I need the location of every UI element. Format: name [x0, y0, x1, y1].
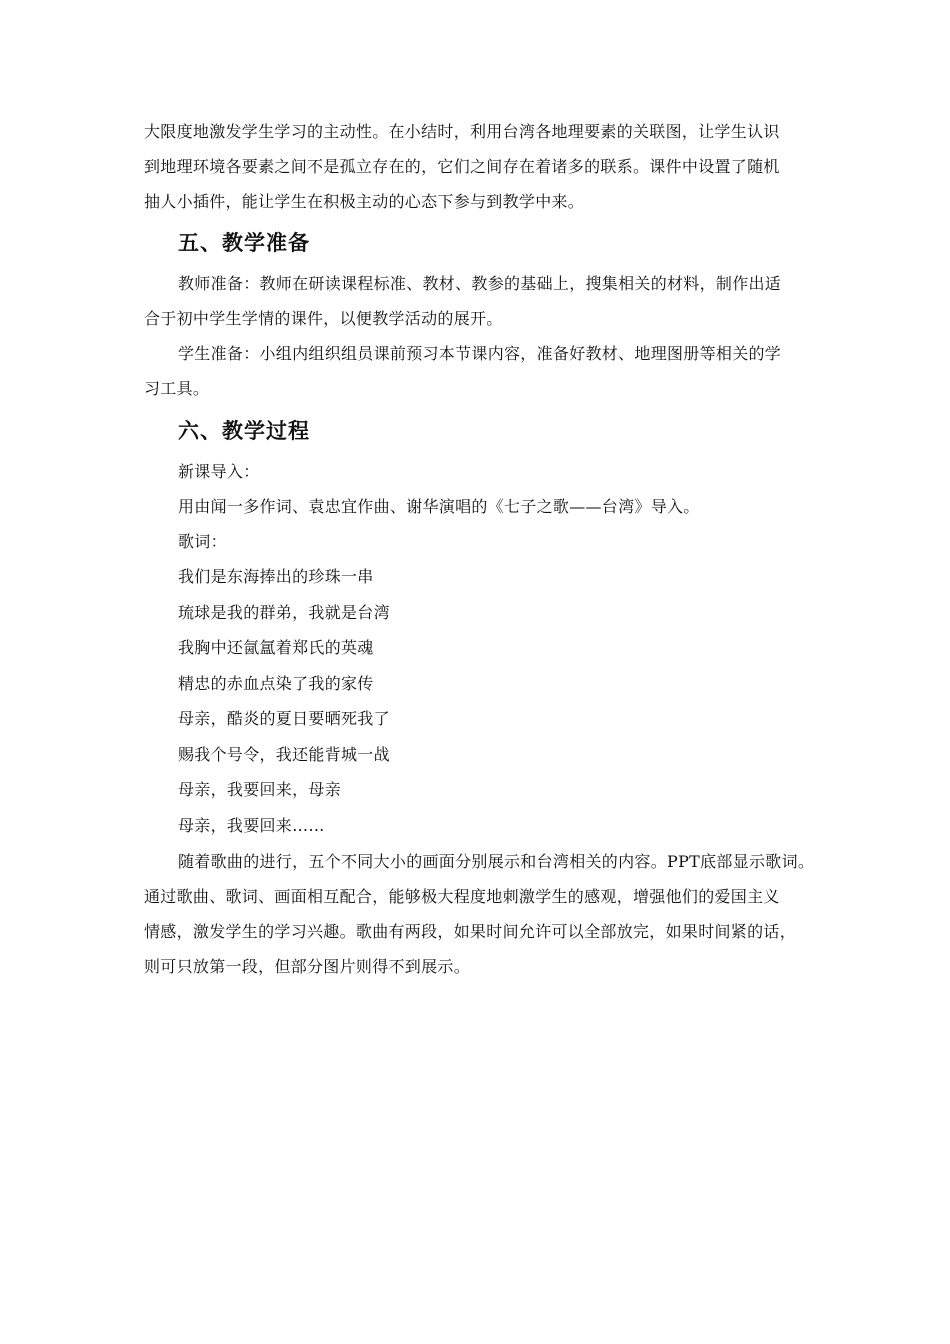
lyric-line-6: 赐我个号令，我还能背城一战 — [178, 745, 390, 764]
intro-label: 新课导入： — [178, 462, 260, 481]
closing-line-4: 则可只放第一段，但部分图片则得不到展示。 — [144, 957, 471, 976]
closing-line-1: 随着歌曲的进行，五个不同大小的画面分别展示和台湾相关的内容。PPT底部显示歌词。 — [178, 852, 815, 871]
lyric-line-5: 母亲，酷炎的夏日要晒死我了 — [178, 709, 390, 728]
teacher-prep-line-1: 教师准备：教师在研读课程标准、教材、教参的基础上，搜集相关的材料，制作出适 — [178, 274, 782, 293]
intro-line-1: 大限度地激发学生学习的主动性。在小结时，利用台湾各地理要素的关联图，让学生认识 — [144, 122, 780, 141]
lyric-line-4: 精忠的赤血点染了我的家传 — [178, 674, 374, 693]
closing-line-2: 通过歌曲、歌词、画面相互配合，能够极大程度地刺激学生的感观，增强他们的爱国主义 — [144, 887, 780, 906]
lyric-line-1: 我们是东海捧出的珍珠一串 — [178, 567, 374, 586]
lyric-line-3: 我胸中还氤氲着郑氏的英魂 — [178, 638, 374, 657]
student-prep-line-2: 习工具。 — [144, 379, 210, 398]
lyric-line-7: 母亲，我要回来，母亲 — [178, 780, 342, 799]
lyric-line-8: 母亲，我要回来…… — [178, 816, 325, 835]
closing-line-3: 情感，激发学生的学习兴趣。歌曲有两段，如果时间允许可以全部放完，如果时间紧的话， — [144, 922, 797, 941]
intro-text: 用由闻一多作词、袁忠宜作曲、谢华演唱的《七子之歌——台湾》导入。 — [178, 497, 700, 516]
intro-line-2: 到地理环境各要素之间不是孤立存在的，它们之间存在着诸多的联系。课件中设置了随机 — [144, 157, 780, 176]
lyrics-label: 歌词： — [178, 532, 227, 551]
intro-line-3: 抽人小插件，能让学生在积极主动的心态下参与到教学中来。 — [144, 192, 585, 211]
section-6-heading: 六、教学过程 — [178, 419, 310, 443]
section-5-heading: 五、教学准备 — [178, 231, 310, 255]
student-prep-line-1: 学生准备：小组内组织组员课前预习本节课内容，准备好教材、地理图册等相关的学 — [178, 344, 782, 363]
lyric-line-2: 琉球是我的群弟，我就是台湾 — [178, 603, 390, 622]
teacher-prep-line-2: 合于初中学生学情的课件，以便教学活动的展开。 — [144, 309, 503, 328]
